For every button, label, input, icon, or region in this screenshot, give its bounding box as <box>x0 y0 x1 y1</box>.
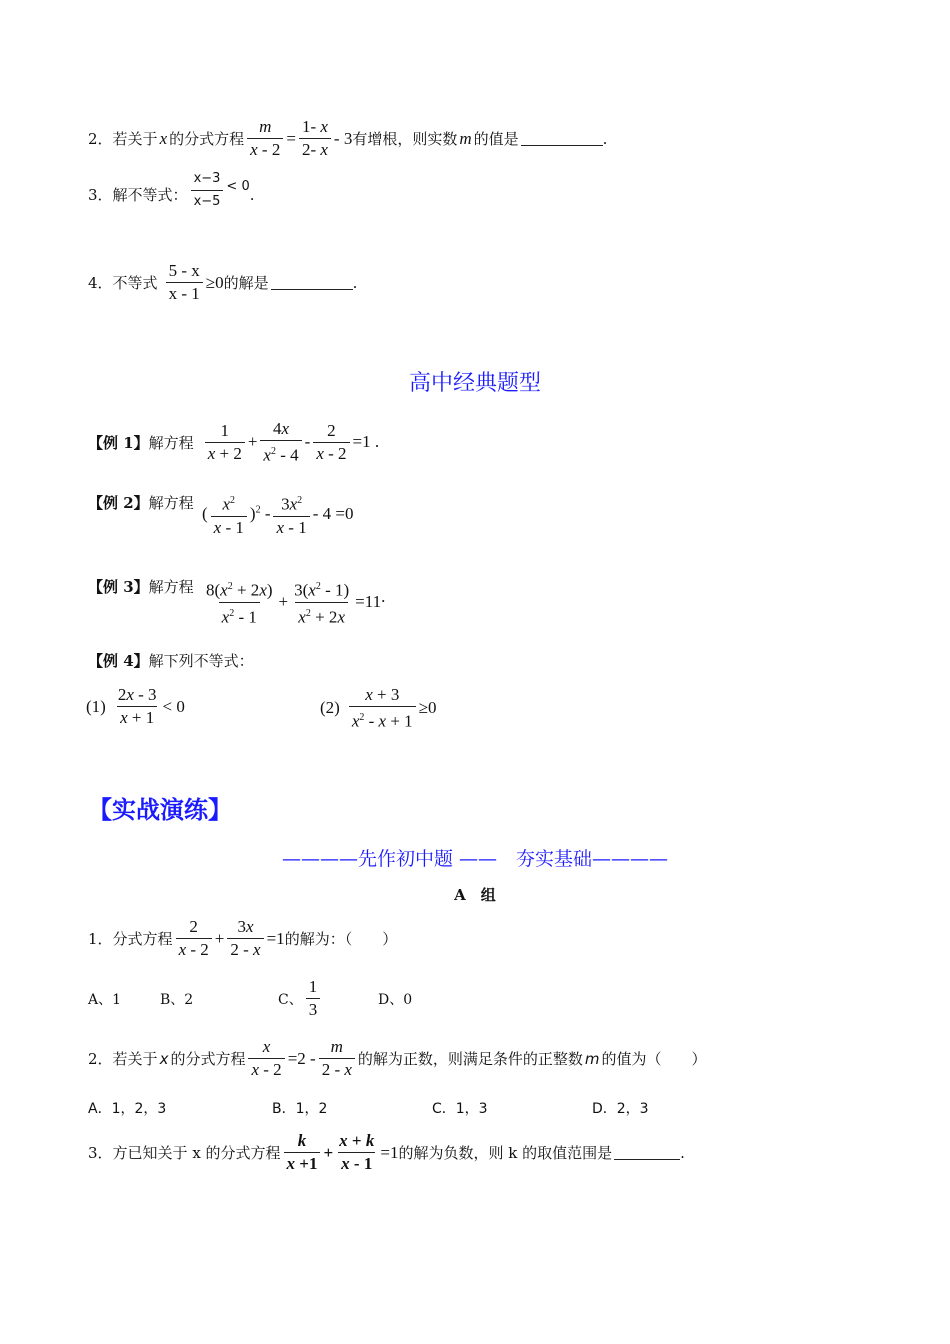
practice-question-3: 3． 方已知关于 x 的分式方程 $\frac{k}{x +1}$ + $\frac{x + k}{x - 1}$ =1 的解为负数，则 k 的取值范围是 . <box>88 1131 685 1173</box>
fraction: $\frac{3x^2}{x - 1}$ <box>273 492 309 537</box>
fraction: $\frac{1- x}{2- x}$ <box>299 118 331 159</box>
fraction: $\frac{x^2}{x - 1}$ <box>211 492 247 537</box>
fraction: $\frac{4x}{x^2 - 4}$ <box>260 420 301 465</box>
example-4: 【例 4】 解下列不等式： <box>88 652 254 670</box>
practice-subtitle: ————先作初中题 —— 夯实基础———— <box>281 848 669 870</box>
fraction: $\frac{8(x^2 + 2x)}{x^2 - 1}$ <box>206 580 273 627</box>
fraction: $\frac{2}{x - 2}$ <box>176 918 212 959</box>
answer-blank[interactable] <box>521 131 603 146</box>
option-b[interactable]: B．1，2 <box>272 1101 328 1117</box>
example-4-part-2: (2) $\frac{x + 3}{x^2 - x + 1}$ ≥0 <box>320 685 437 731</box>
option-d[interactable]: D、0 <box>378 991 413 1008</box>
fraction: $\frac{x-3}{x-5}$ <box>191 170 224 211</box>
group-label: A 组 <box>454 886 496 904</box>
fraction: $\frac{m}{2 - x}$ <box>319 1038 355 1079</box>
fraction: $\frac{5 - x}{x - 1}$ <box>166 262 203 303</box>
option-c[interactable]: C、 $\frac{1}{3}$ <box>278 978 378 1019</box>
question-2-top: 2． 若关于 x 的分式方程 $\frac{m}{x - 2}$ = $\frac{1- x}{2- x}$ - 3 有增根，则实数 m 的值是 . <box>88 117 608 159</box>
fraction: $\frac{2}{x - 2}$ <box>313 422 349 463</box>
fraction: $\frac{3x}{2 - x}$ <box>227 918 263 959</box>
example-3: 【例 3】 解方程 <box>88 578 194 596</box>
question-number: 2． <box>88 130 113 148</box>
answer-blank[interactable] <box>614 1145 680 1160</box>
option-a[interactable]: A、1 <box>88 991 122 1008</box>
q2-options <box>88 1098 649 1118</box>
option-d[interactable]: D．2，3 <box>592 1101 649 1117</box>
option-b[interactable]: B、2 <box>160 991 194 1008</box>
example-1: 【例 1】 解方程 $\frac{1}{x + 2}$ + $\frac{4x}{x^2 - 4}$ - $\frac{2}{x - 2}$ =1 . <box>88 419 380 465</box>
answer-blank[interactable] <box>271 275 353 290</box>
fraction: $\frac{x}{x - 2}$ <box>248 1038 284 1079</box>
question-4-top: 4． 不等式 $\frac{5 - x}{x - 1}$ ≥0 的解是 . <box>88 261 358 303</box>
fraction: $\frac{1}{3}$ <box>306 978 321 1019</box>
fraction: $\frac{1}{x + 2}$ <box>205 422 245 463</box>
practice-title: 【实战演练】 <box>88 796 232 824</box>
option-a[interactable]: A．1，2，3 <box>88 1101 167 1117</box>
example-3-equation: $\frac{8(x^2 + 2x)}{x^2 - 1}$ + $\frac{3(x^2 - 1)}{x^2 + 2x}$ =11 . <box>200 578 385 626</box>
fraction: $\frac{x + k}{x - 1}$ <box>339 1131 375 1173</box>
question-3-top: 3． 解不等式： $\frac{x-3}{x-5}$ < 0 . <box>88 171 255 209</box>
fraction: $\frac{m}{x - 2}$ <box>247 118 283 159</box>
example-2: 【例 2】 解方程 <box>88 494 194 512</box>
fraction: $\frac{3(x^2 - 1)}{x^2 + 2x}$ <box>294 580 350 627</box>
option-c[interactable]: C．1，3 <box>432 1101 488 1117</box>
fraction: $\frac{k}{x +1}$ <box>284 1132 321 1173</box>
example-4-part-1: (1) $\frac{2x - 3}{x + 1}$ < 0 <box>86 685 185 727</box>
example-2-equation: ( $\frac{x^2}{x - 1}$ )$^2$ - $\frac{3x^2}{x - 1}$ - 4 =0 <box>202 492 353 537</box>
fraction: $\frac{x + 3}{x^2 - x + 1}$ <box>349 686 416 731</box>
practice-question-1: 1． 分式方程 $\frac{2}{x - 2}$ + $\frac{3x}{2 - x}$ =1 的解为：（ ） <box>88 917 398 959</box>
section-title: 高中经典题型 <box>408 371 541 396</box>
practice-question-2: 2． 若关于 x 的分式方程 $\frac{x}{x - 2}$ =2 - $\frac{m}{2 - x}$ 的解为正数，则满足条件的正整数 m 的值为（ ） <box>88 1037 707 1079</box>
fraction: $\frac{2x - 3}{x + 1}$ <box>117 685 157 727</box>
q1-options <box>88 978 412 1019</box>
